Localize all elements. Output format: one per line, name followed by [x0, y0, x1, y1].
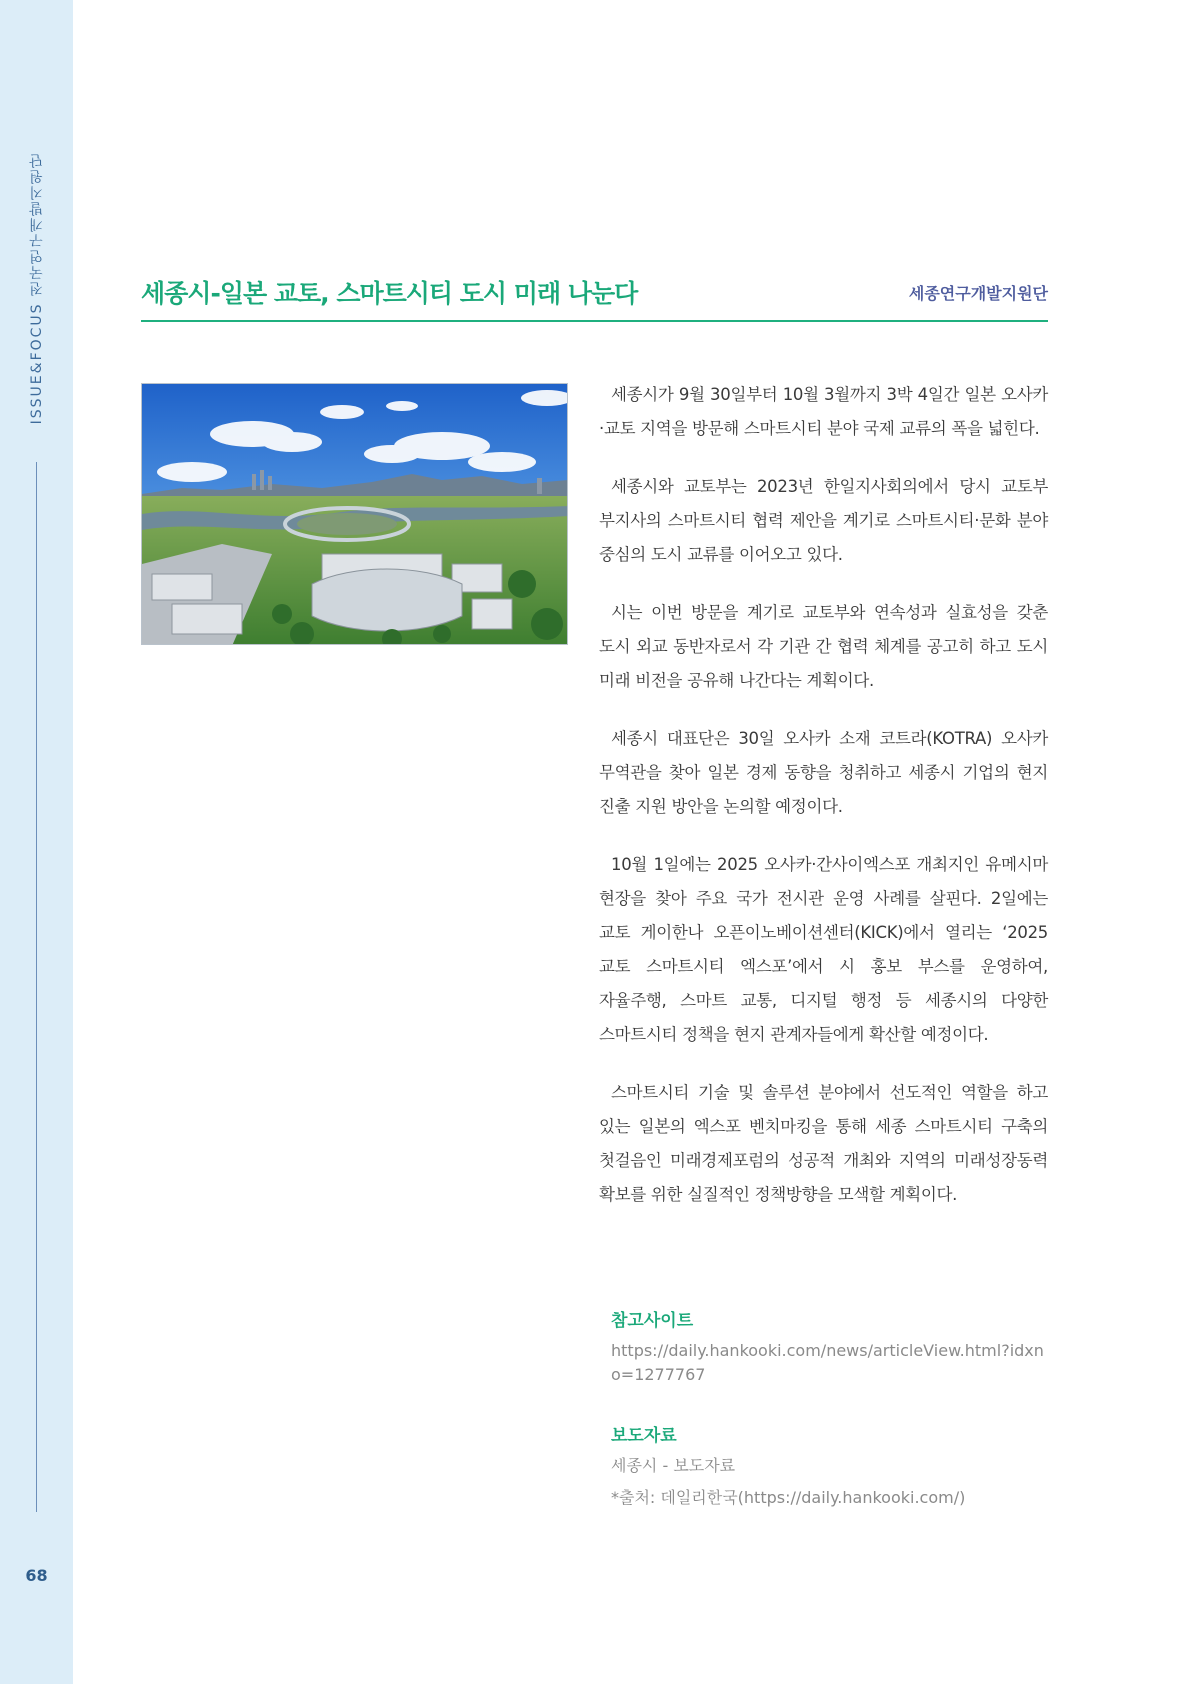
article-paragraph: 스마트시티 기술 및 솔루션 분야에서 선도적인 역할을 하고 있는 일본의 엑스포 벤치마킹을 통해 세종 스마트시티 구축의 첫걸음인 미래경제포럼의 성공적 개최와 지역의 미래성장동력 확보를 위한 실질적인 정책방향을 모색할 계획이다. [599, 1083, 1048, 1204]
sidebar-label: ISSUE&FOCUS 전국연구개발지원단 [29, 152, 45, 425]
aerial-city-photo [141, 383, 568, 645]
press-release-origin: *출처: 데일리한국(https://daily.hankooki.com/) [611, 1488, 966, 1507]
press-release-block [611, 1421, 1051, 1510]
sidebar [0, 0, 73, 1684]
title-row [141, 272, 1048, 322]
reference-site-link[interactable]: https://daily.hankooki.com/news/articleView.html?idxno=1277767 [611, 1341, 1044, 1384]
article-paragraph: 세종시가 9월 30일부터 10월 3월까지 3박 4일간 일본 오사카·교토 지역을 방문해 스마트시티 분야 국제 교류의 폭을 넓힌다. [599, 385, 1048, 438]
article-paragraph: 세종시 대표단은 30일 오사카 소재 코트라(KOTRA) 오사카 무역관을 찾아 일본 경제 동향을 청취하고 세종시 기업의 현지 진출 지원 방안을 논의할 예정이다. [599, 729, 1048, 816]
article-paragraph: 10월 1일에는 2025 오사카·간사이엑스포 개최지인 유메시마 현장을 찾아 주요 국가 전시관 운영 사례를 살핀다. 2일에는 교토 게이한나 오픈이노베이션센터(KICK)에서 열리는 ‘2025 교토 스마트시티 엑스포’에서 시 홍보 부스를 운영하여, 자율주행, 스마트 교통, 디지털 행정 등 세종시의 다양한 스마트시티 정책을 현지 관계자들에게 확산할 예정이다. [599, 855, 1048, 1044]
reference-site-heading: 참고사이트 [611, 1311, 694, 1331]
organization-name: 세종연구개발지원단 [908, 284, 1048, 303]
reference-site-block [611, 1306, 1051, 1387]
sidebar-divider [36, 462, 37, 1512]
page-number: 68 [25, 1566, 48, 1585]
press-release-source: 세종시 - 보도자료 [611, 1456, 736, 1475]
article-body [599, 378, 1048, 1236]
article-title: 세종시-일본 교토, 스마트시티 도시 미래 나눈다 [141, 279, 638, 308]
press-release-heading: 보도자료 [611, 1426, 677, 1446]
article-paragraph: 세종시와 교토부는 2023년 한일지사회의에서 당시 교토부 부지사의 스마트시티 협력 제안을 계기로 스마트시티·문화 분야 중심의 도시 교류를 이어오고 있다. [599, 477, 1048, 564]
article-paragraph: 시는 이번 방문을 계기로 교토부와 연속성과 실효성을 갖춘 도시 외교 동반자로서 각 기관 간 협력 체계를 공고히 하고 도시 미래 비전을 공유해 나간다는 계획이다. [599, 603, 1048, 690]
references [611, 1306, 1051, 1510]
